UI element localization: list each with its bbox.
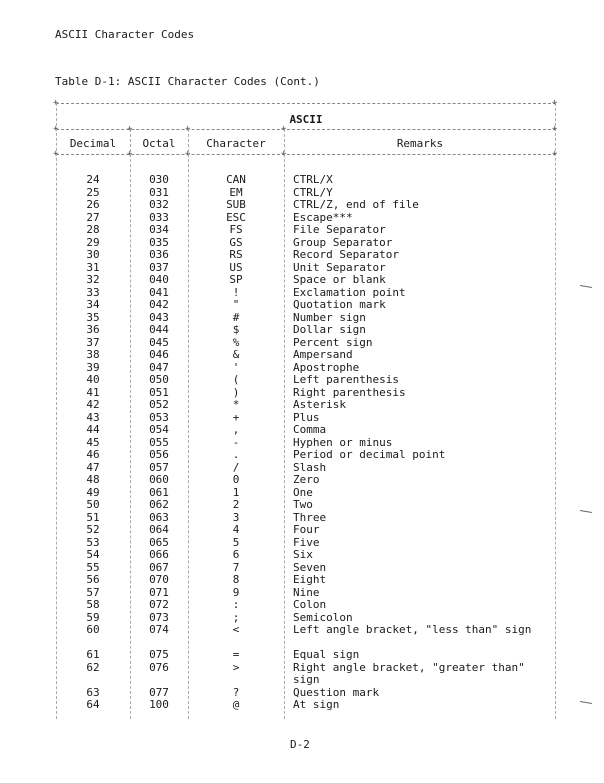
table-row <box>56 574 556 587</box>
cell-remarks: Percent sign <box>293 335 373 349</box>
cell-character: 6 <box>232 548 240 561</box>
margin-mark <box>580 510 592 513</box>
cell-character: ? <box>232 685 240 699</box>
cell-octal: 047 <box>149 360 169 374</box>
margin-mark <box>580 285 592 288</box>
cell-decimal: 56 <box>86 573 100 586</box>
cell-decimal: 53 <box>86 535 100 549</box>
page-heading: ASCII Character Codes <box>55 28 195 41</box>
cell-decimal: 61 <box>86 648 100 661</box>
cell-remarks: Nine <box>293 585 320 599</box>
table-row <box>56 499 556 512</box>
cell-remarks: File Separator <box>293 223 386 236</box>
cell-remarks: CTRL/X <box>293 173 333 186</box>
cell-decimal: 50 <box>86 498 100 511</box>
cell-remarks: CTRL/Z, end of file <box>293 198 419 211</box>
cell-character: 0 <box>232 473 240 486</box>
cell-character: & <box>232 348 240 361</box>
table-body <box>56 174 556 712</box>
table-row <box>56 399 556 412</box>
corner-mark: + <box>552 124 558 134</box>
table-row <box>56 524 556 537</box>
cell-character: SP <box>229 273 243 286</box>
cell-octal: 063 <box>149 510 169 524</box>
cell-decimal: 30 <box>86 248 100 261</box>
cell-character: ( <box>232 373 240 386</box>
table-row <box>56 374 556 387</box>
cell-decimal: 25 <box>86 185 100 199</box>
table-row <box>56 199 556 212</box>
cell-octal: 033 <box>149 210 169 224</box>
table-row <box>56 699 556 712</box>
table-row <box>56 249 556 262</box>
cell-remarks: Three <box>293 510 327 524</box>
cell-character: = <box>232 648 240 661</box>
cell-decimal: 37 <box>86 335 100 349</box>
table-row <box>56 474 556 487</box>
cell-octal: 052 <box>149 398 169 411</box>
cell-decimal: 27 <box>86 210 100 224</box>
corner-mark: + <box>127 124 133 134</box>
cell-decimal: 46 <box>86 448 100 461</box>
cell-decimal: 58 <box>86 598 100 611</box>
cell-character: : <box>232 598 240 611</box>
cell-remarks: Equal sign <box>293 648 360 661</box>
cell-decimal: 57 <box>86 585 100 599</box>
cell-octal: 030 <box>149 173 169 186</box>
table-row <box>56 662 556 687</box>
cell-octal: 044 <box>149 323 169 336</box>
cell-octal: 071 <box>149 585 169 599</box>
cell-octal: 062 <box>149 498 169 511</box>
cell-remarks: CTRL/Y <box>293 185 333 199</box>
table-row <box>56 299 556 312</box>
cell-remarks: Four <box>293 523 320 536</box>
cell-octal: 040 <box>149 273 169 286</box>
cell-decimal: 33 <box>86 285 100 299</box>
column-header-octal: Octal <box>142 137 176 150</box>
corner-mark: + <box>281 124 287 134</box>
cell-decimal: 47 <box>86 460 100 474</box>
cell-character: US <box>229 260 243 274</box>
cell-character: % <box>232 335 240 349</box>
cell-character: ; <box>232 610 240 624</box>
cell-remarks: Colon <box>293 598 327 611</box>
cell-decimal: 49 <box>86 485 100 499</box>
cell-remarks: Six <box>293 548 313 561</box>
cell-decimal: 54 <box>86 548 100 561</box>
cell-remarks: Unit Separator <box>293 260 386 274</box>
cell-decimal: 35 <box>86 310 100 324</box>
cell-decimal: 43 <box>86 410 100 424</box>
cell-decimal: 40 <box>86 373 100 386</box>
cell-decimal: 34 <box>86 298 100 311</box>
cell-octal: 034 <box>149 223 169 236</box>
cell-remarks: Escape*** <box>293 210 353 224</box>
cell-remarks: Group Separator <box>293 235 393 249</box>
cell-character: # <box>232 310 240 324</box>
cell-remarks: Quotation mark <box>293 298 386 311</box>
cell-octal: 070 <box>149 573 169 586</box>
cell-octal: 036 <box>149 248 169 261</box>
cell-remarks: One <box>293 485 313 499</box>
cell-decimal: 38 <box>86 348 100 361</box>
cell-octal: 031 <box>149 185 169 199</box>
cell-character: @ <box>232 698 240 711</box>
cell-character: 4 <box>232 523 240 536</box>
table-row <box>56 349 556 362</box>
cell-character: " <box>232 298 240 311</box>
cell-character: - <box>232 435 240 449</box>
column-header-decimal: Decimal <box>69 137 117 150</box>
cell-octal: 065 <box>149 535 169 549</box>
table-row <box>56 649 556 662</box>
table-row <box>56 174 556 187</box>
cell-remarks: Right parenthesis <box>293 385 406 399</box>
cell-remarks: Semicolon <box>293 610 353 624</box>
cell-decimal: 51 <box>86 510 100 524</box>
corner-mark: + <box>53 98 59 108</box>
cell-octal: 043 <box>149 310 169 324</box>
corner-mark: + <box>53 124 59 134</box>
corner-mark: + <box>185 124 191 134</box>
cell-decimal: 39 <box>86 360 100 374</box>
cell-octal: 072 <box>149 598 169 611</box>
cell-remarks: Dollar sign <box>293 323 366 336</box>
cell-remarks: Number sign <box>293 310 366 324</box>
cell-octal: 060 <box>149 473 169 486</box>
cell-decimal: 36 <box>86 323 100 336</box>
corner-mark: + <box>185 149 191 159</box>
cell-character: / <box>232 460 240 474</box>
cell-character: 3 <box>232 510 240 524</box>
cell-octal: 061 <box>149 485 169 499</box>
cell-character: 9 <box>232 585 240 599</box>
cell-character: 5 <box>232 535 240 549</box>
cell-octal: 054 <box>149 423 169 436</box>
cell-character: + <box>232 410 240 424</box>
cell-remarks: Eight <box>293 573 327 586</box>
cell-decimal: 41 <box>86 385 100 399</box>
cell-character: 8 <box>232 573 240 586</box>
cell-remarks: Slash <box>293 460 327 474</box>
cell-remarks: Exclamation point <box>293 285 406 299</box>
cell-decimal: 45 <box>86 435 100 449</box>
cell-decimal: 24 <box>86 173 100 186</box>
cell-decimal: 64 <box>86 698 100 711</box>
cell-remarks: Record Separator <box>293 248 399 261</box>
table-row <box>56 424 556 437</box>
table-row <box>56 624 556 649</box>
cell-decimal: 55 <box>86 560 100 574</box>
cell-octal: 067 <box>149 560 169 574</box>
corner-mark: + <box>53 149 59 159</box>
table-row <box>56 599 556 612</box>
cell-character: GS <box>229 235 243 249</box>
cell-remarks: Asterisk <box>293 398 346 411</box>
cell-remarks: Five <box>293 535 320 549</box>
cell-remarks: Question mark <box>293 685 380 699</box>
cell-character: EM <box>229 185 243 199</box>
cell-decimal: 42 <box>86 398 100 411</box>
cell-remarks: Comma <box>293 423 327 436</box>
cell-character: < <box>232 623 240 636</box>
cell-octal: 045 <box>149 335 169 349</box>
cell-remarks: Right angle bracket, "greater than" sign <box>293 660 525 686</box>
corner-mark: + <box>281 149 287 159</box>
cell-remarks: Space or blank <box>293 273 386 286</box>
cell-remarks: Period or decimal point <box>293 448 446 461</box>
cell-octal: 035 <box>149 235 169 249</box>
cell-remarks: Hyphen or minus <box>293 435 393 449</box>
margin-mark <box>580 701 592 704</box>
cell-character: . <box>232 448 240 461</box>
cell-octal: 051 <box>149 385 169 399</box>
column-header-remarks: Remarks <box>396 137 444 150</box>
cell-decimal: 63 <box>86 685 100 699</box>
corner-mark: + <box>552 98 558 108</box>
page-number: D-2 <box>290 738 310 751</box>
group-header-ascii: ASCII <box>289 113 323 126</box>
cell-character: $ <box>232 323 240 336</box>
cell-octal: 057 <box>149 460 169 474</box>
cell-octal: 041 <box>149 285 169 299</box>
cell-remarks: Left angle bracket, "less than" sign <box>293 623 532 636</box>
table-row <box>56 449 556 462</box>
cell-octal: 077 <box>149 685 169 699</box>
cell-octal: 064 <box>149 523 169 536</box>
cell-character: 2 <box>232 498 240 511</box>
cell-character: 7 <box>232 560 240 574</box>
cell-remarks: Apostrophe <box>293 360 360 374</box>
cell-remarks: Ampersand <box>293 348 353 361</box>
cell-character: , <box>232 423 240 436</box>
cell-decimal: 60 <box>86 623 100 636</box>
cell-decimal: 29 <box>86 235 100 249</box>
cell-decimal: 52 <box>86 523 100 536</box>
cell-character: 1 <box>232 485 240 499</box>
cell-octal: 042 <box>149 298 169 311</box>
cell-octal: 073 <box>149 610 169 624</box>
column-header-character: Character <box>206 137 266 150</box>
cell-remarks: At sign <box>293 698 340 711</box>
cell-character: SUB <box>226 198 246 211</box>
cell-decimal: 31 <box>86 260 100 274</box>
corner-mark: + <box>552 149 558 159</box>
cell-character: CAN <box>226 173 246 186</box>
cell-character: FS <box>229 223 243 236</box>
corner-mark: + <box>127 149 133 159</box>
cell-octal: 076 <box>149 660 169 674</box>
cell-character: ) <box>232 385 240 399</box>
cell-octal: 074 <box>149 623 169 636</box>
cell-octal: 075 <box>149 648 169 661</box>
cell-character: RS <box>229 248 243 261</box>
table-row <box>56 274 556 287</box>
cell-decimal: 59 <box>86 610 100 624</box>
cell-decimal: 62 <box>86 660 100 674</box>
cell-remarks: Seven <box>293 560 327 574</box>
cell-decimal: 44 <box>86 423 100 436</box>
cell-decimal: 32 <box>86 273 100 286</box>
cell-remarks: Left parenthesis <box>293 373 399 386</box>
cell-decimal: 28 <box>86 223 100 236</box>
cell-remarks: Zero <box>293 473 320 486</box>
table-top-rule <box>56 103 556 104</box>
cell-character: > <box>232 660 240 674</box>
cell-octal: 100 <box>149 698 169 711</box>
cell-character: ' <box>232 360 240 374</box>
table-row <box>56 224 556 237</box>
cell-remarks: Two <box>293 498 313 511</box>
cell-decimal: 26 <box>86 198 100 211</box>
cell-character: * <box>232 398 240 411</box>
cell-character: ESC <box>226 210 246 224</box>
cell-octal: 046 <box>149 348 169 361</box>
cell-octal: 050 <box>149 373 169 386</box>
table-row <box>56 324 556 337</box>
cell-decimal: 48 <box>86 473 100 486</box>
table-caption: Table D-1: ASCII Character Codes (Cont.) <box>55 75 320 88</box>
cell-octal: 037 <box>149 260 169 274</box>
cell-octal: 053 <box>149 410 169 424</box>
cell-remarks: Plus <box>293 410 320 424</box>
table-row <box>56 549 556 562</box>
cell-octal: 032 <box>149 198 169 211</box>
cell-character: ! <box>232 285 240 299</box>
ascii-table <box>53 98 558 719</box>
cell-octal: 055 <box>149 435 169 449</box>
cell-octal: 056 <box>149 448 169 461</box>
cell-octal: 066 <box>149 548 169 561</box>
